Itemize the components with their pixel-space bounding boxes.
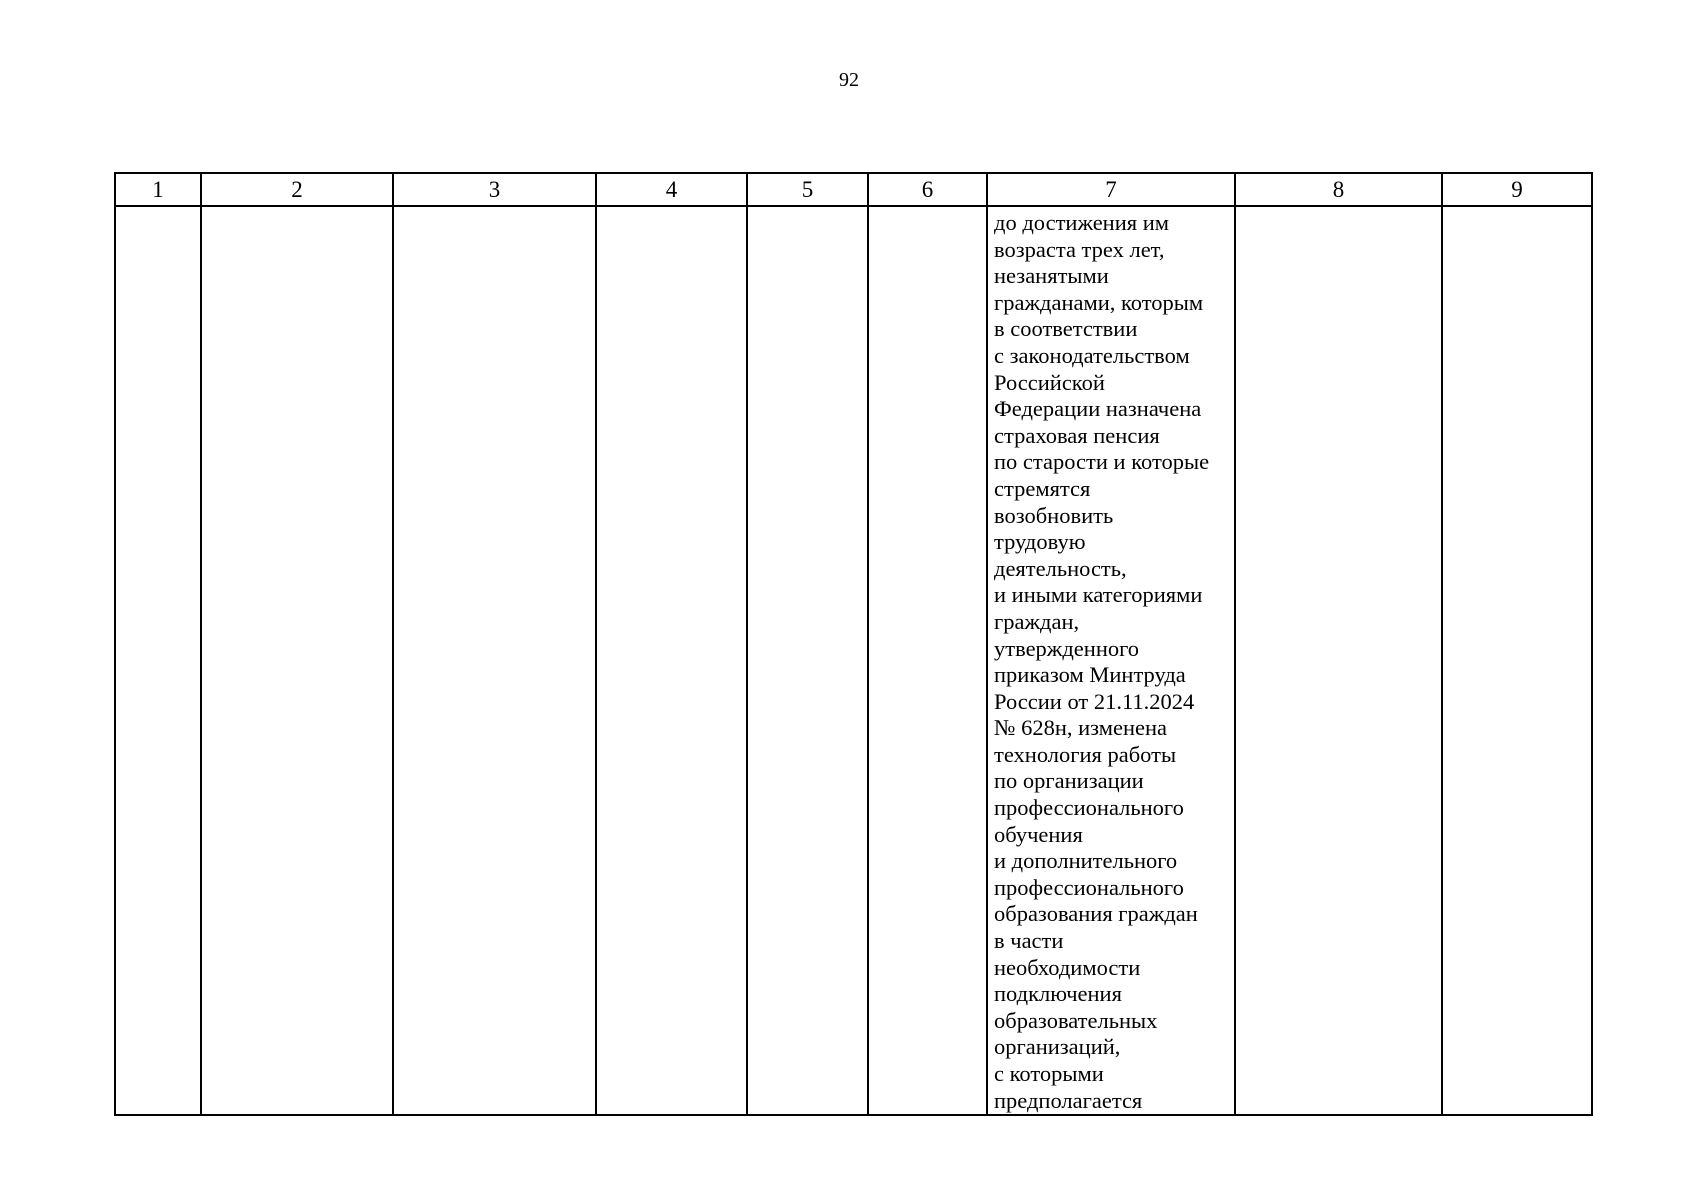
- cell-text: [1443, 207, 1591, 210]
- table-cell-col1: [115, 206, 201, 1115]
- page-number: 92: [839, 69, 859, 91]
- cell-text: [1236, 207, 1441, 210]
- column-header-7: 7: [987, 173, 1235, 206]
- column-header-9: 9: [1442, 173, 1592, 206]
- cell-text: [116, 207, 200, 210]
- column-header-6: 6: [868, 173, 987, 206]
- table-cell-col3: [393, 206, 596, 1115]
- table-cell-col7: [987, 206, 1235, 1115]
- column-header-8: 8: [1235, 173, 1442, 206]
- table-cell-col2: [201, 206, 393, 1115]
- table-cell-col5: [747, 206, 868, 1115]
- cell-text: [202, 207, 392, 210]
- table-cell-col6: [868, 206, 987, 1115]
- cell-text: [597, 207, 746, 210]
- table-cell-col4: [596, 206, 747, 1115]
- column-header-4: 4: [596, 173, 747, 206]
- header-row: [115, 173, 1592, 206]
- column-header-2: 2: [201, 173, 393, 206]
- cell-text: [748, 207, 867, 210]
- column-header-5: 5: [747, 173, 868, 206]
- table-cell-col9: [1442, 206, 1592, 1115]
- cell-text: [394, 207, 595, 210]
- cell-text: [869, 207, 986, 210]
- column-header-1: 1: [115, 173, 201, 206]
- table-cell-col8: [1235, 206, 1442, 1115]
- data-table: [114, 172, 1593, 1116]
- column-header-3: 3: [393, 173, 596, 206]
- cell-text: до достижения им возраста трех лет, незанятыми гражданами, которым в соответствии с законодательством Российской Федерации назначена страховая пенсия по старости и которые стремятся возобновить трудовую деятельность, и иными категориями граждан, утвержденного приказом Минтруда России от 21.11.2024 № 628н, изменена технология работы по организации профессионального обучения и дополнительного профессионального образования граждан в части необходимости подключения образовательных организаций, с которыми предполагается: [994, 210, 1210, 1113]
- table-row: [115, 206, 1592, 1115]
